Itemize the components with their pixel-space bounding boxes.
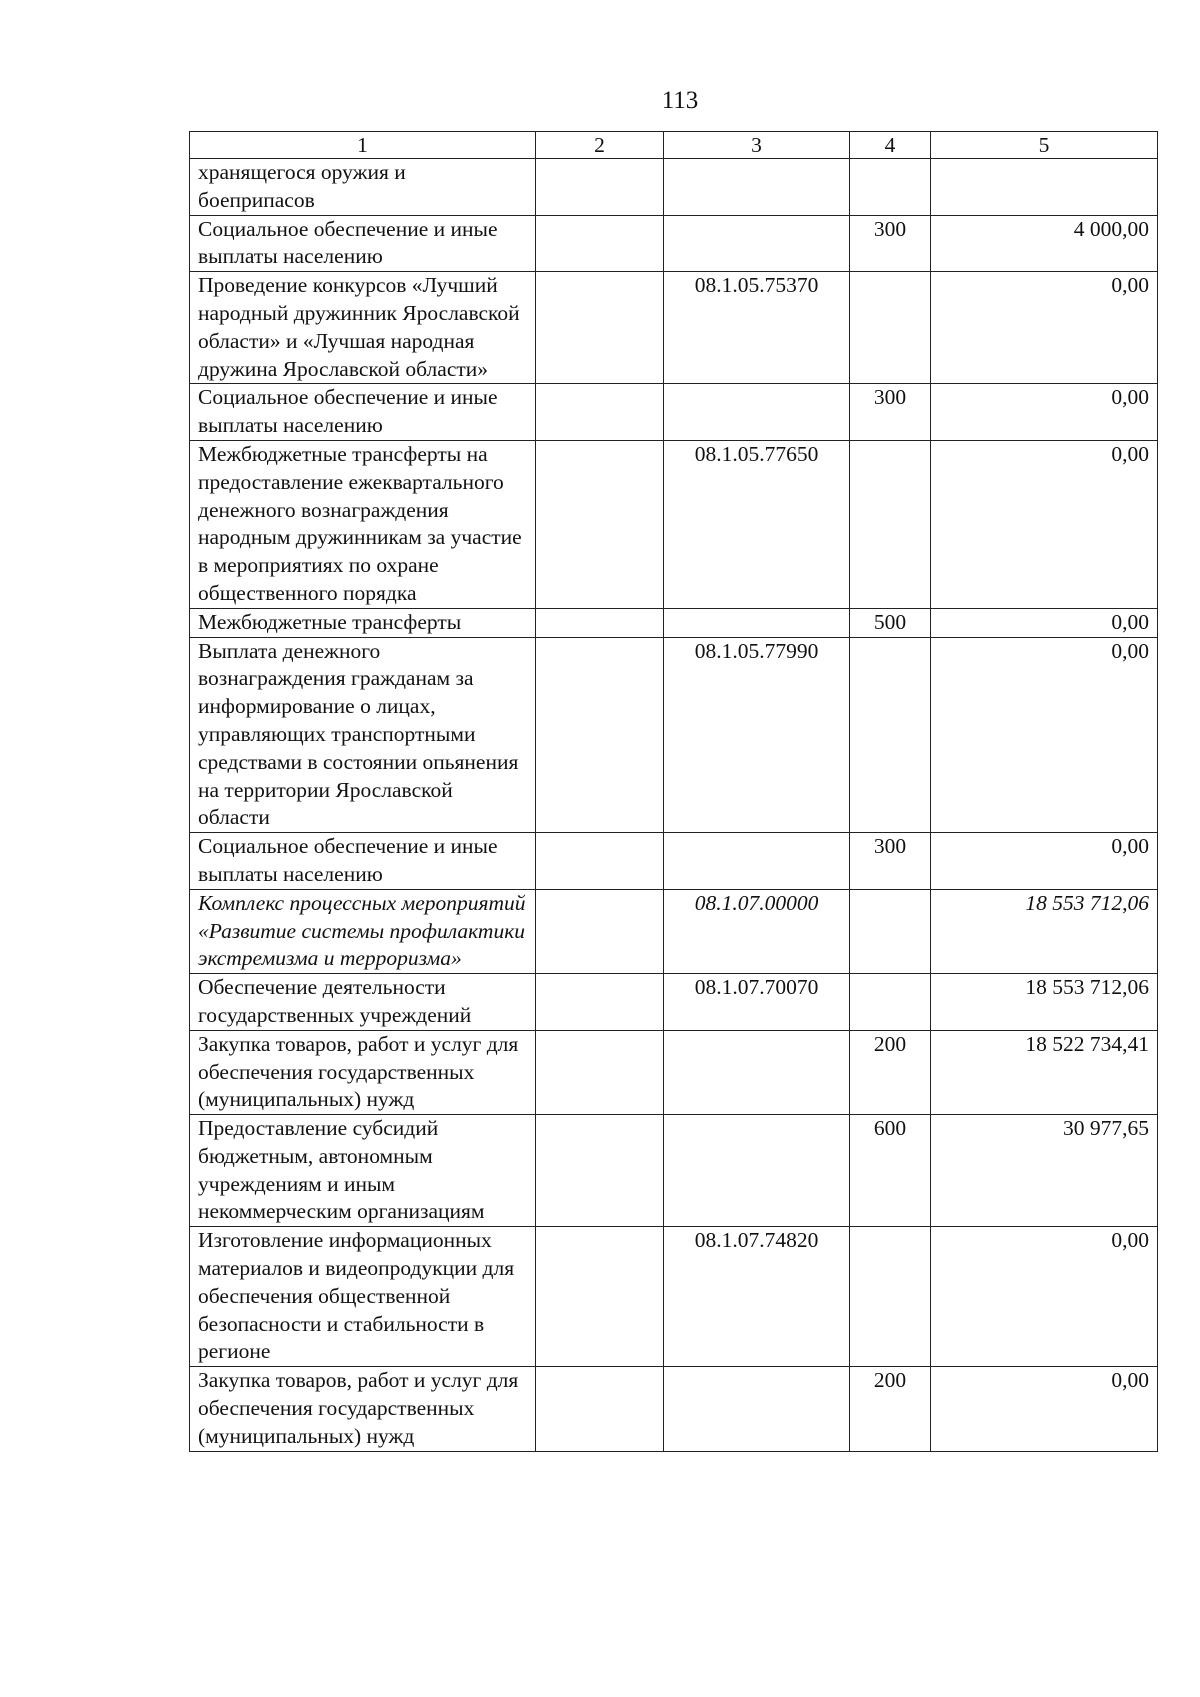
row-amount: 18 553 712,06 [931, 889, 1158, 973]
row-amount [931, 159, 1158, 216]
row-type [850, 1227, 931, 1367]
row-col2 [536, 974, 664, 1031]
row-name: Социальное обеспечение и иные выплаты населению [190, 384, 536, 441]
row-col2 [536, 159, 664, 216]
table-row [190, 833, 1158, 890]
row-name: Социальное обеспечение и иные выплаты населению [190, 215, 536, 272]
row-name: Социальное обеспечение и иные выплаты населению [190, 833, 536, 890]
row-name: Комплекс процессных мероприятий «Развитие системы профилактики экстремизма и терроризма» [190, 889, 536, 973]
row-col2 [536, 1115, 664, 1227]
row-type [850, 159, 931, 216]
row-code [664, 833, 850, 890]
table-row [190, 159, 1158, 216]
row-code [664, 1115, 850, 1227]
table-row [190, 215, 1158, 272]
row-type: 300 [850, 215, 931, 272]
row-code: 08.1.05.77990 [664, 637, 850, 833]
row-name: Предоставление субсидий бюджетным, автономным учреждениям и иным некоммерческим организациям [190, 1115, 536, 1227]
row-col2 [536, 833, 664, 890]
table-row [190, 1367, 1158, 1451]
row-amount: 18 553 712,06 [931, 974, 1158, 1031]
budget-table [189, 131, 1158, 1452]
table-row [190, 889, 1158, 973]
row-name: Закупка товаров, работ и услуг для обеспечения государственных (муниципальных) нужд [190, 1030, 536, 1114]
row-type: 300 [850, 833, 931, 890]
row-amount: 0,00 [931, 440, 1158, 608]
table-row [190, 1227, 1158, 1367]
table-header [190, 132, 1158, 159]
row-col2 [536, 637, 664, 833]
row-amount: 30 977,65 [931, 1115, 1158, 1227]
page-number: 113 [661, 87, 699, 114]
table-row [190, 1030, 1158, 1114]
table-row [190, 272, 1158, 384]
row-col2 [536, 440, 664, 608]
table-row [190, 1115, 1158, 1227]
row-col2 [536, 1367, 664, 1451]
row-name: Межбюджетные трансферты [190, 608, 536, 637]
row-code [664, 215, 850, 272]
row-type [850, 637, 931, 833]
header-col-3: 3 [664, 132, 850, 159]
row-type: 200 [850, 1030, 931, 1114]
row-type [850, 272, 931, 384]
header-col-1: 1 [190, 132, 536, 159]
row-col2 [536, 215, 664, 272]
row-code: 08.1.07.74820 [664, 1227, 850, 1367]
header-col-4: 4 [850, 132, 931, 159]
row-name: Изготовление информационных материалов и видеопродукции для обеспечения общественной безопасности и стабильности в регионе [190, 1227, 536, 1367]
table-row [190, 440, 1158, 608]
header-col-5: 5 [931, 132, 1158, 159]
row-amount: 0,00 [931, 608, 1158, 637]
row-code [664, 608, 850, 637]
row-type: 600 [850, 1115, 931, 1227]
row-amount: 0,00 [931, 833, 1158, 890]
row-amount: 0,00 [931, 272, 1158, 384]
row-code: 08.1.07.70070 [664, 974, 850, 1031]
row-amount: 4 000,00 [931, 215, 1158, 272]
row-name: Обеспечение деятельности государственных учреждений [190, 974, 536, 1031]
row-amount: 0,00 [931, 1227, 1158, 1367]
table-row [190, 608, 1158, 637]
row-name: Межбюджетные трансферты на предоставление ежеквартального денежного вознаграждения народным дружинникам за участие в мероприятиях по охране общественного порядка [190, 440, 536, 608]
row-col2 [536, 608, 664, 637]
row-col2 [536, 889, 664, 973]
row-type [850, 889, 931, 973]
row-type: 200 [850, 1367, 931, 1451]
row-name: Проведение конкурсов «Лучший народный дружинник Ярославской области» и «Лучшая народная дружина Ярославской области» [190, 272, 536, 384]
row-amount: 0,00 [931, 637, 1158, 833]
row-type: 300 [850, 384, 931, 441]
row-code: 08.1.05.75370 [664, 272, 850, 384]
row-col2 [536, 272, 664, 384]
row-col2 [536, 384, 664, 441]
row-code [664, 159, 850, 216]
row-type [850, 974, 931, 1031]
row-amount: 0,00 [931, 384, 1158, 441]
row-name: Выплата денежного вознаграждения гражданам за информирование о лицах, управляющих транспортными средствами в состоянии опьянения на территории Ярославской области [190, 637, 536, 833]
header-col-2: 2 [536, 132, 664, 159]
row-col2 [536, 1030, 664, 1114]
row-amount: 0,00 [931, 1367, 1158, 1451]
table-row [190, 637, 1158, 833]
row-name: хранящегося оружия и боеприпасов [190, 159, 536, 216]
header-row [190, 132, 1158, 159]
table-row [190, 974, 1158, 1031]
table-body [190, 159, 1158, 1452]
row-amount: 18 522 734,41 [931, 1030, 1158, 1114]
row-col2 [536, 1227, 664, 1367]
row-code [664, 1367, 850, 1451]
row-type: 500 [850, 608, 931, 637]
row-code: 08.1.05.77650 [664, 440, 850, 608]
row-type [850, 440, 931, 608]
row-code [664, 384, 850, 441]
row-code: 08.1.07.00000 [664, 889, 850, 973]
table-row [190, 384, 1158, 441]
row-code [664, 1030, 850, 1114]
row-name: Закупка товаров, работ и услуг для обеспечения государственных (муниципальных) нужд [190, 1367, 536, 1451]
